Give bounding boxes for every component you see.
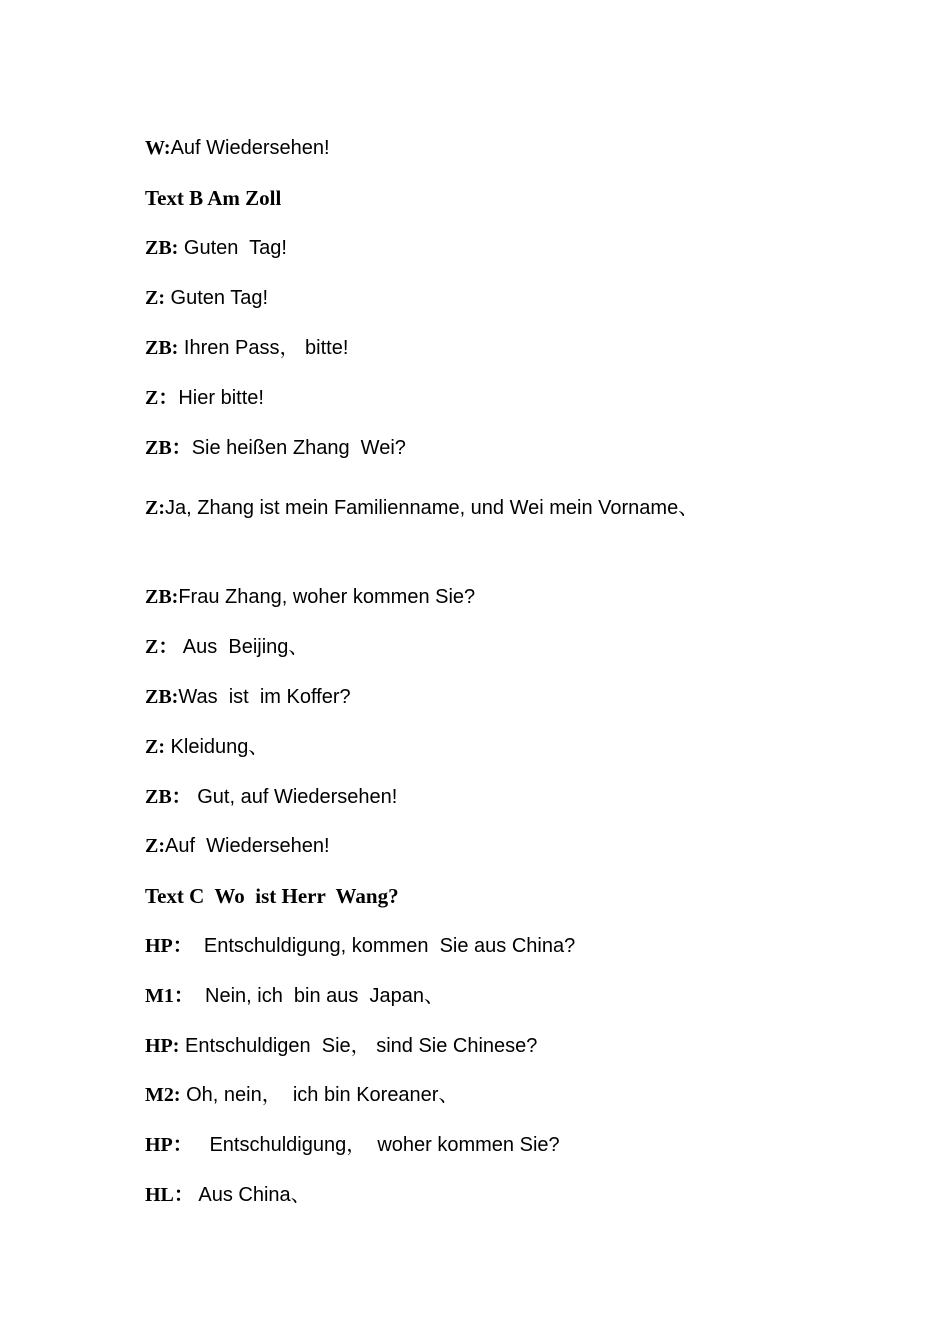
section-title-text: Text B Am Zoll <box>145 186 282 210</box>
utterance: Entschuldigen Sie， sind Sie Chinese? <box>179 1035 538 1057</box>
utterance: Ja, Zhang ist mein Familienname, und Wei mein Vorname、 <box>165 497 699 519</box>
utterance: Hier bitte! <box>178 387 264 409</box>
dialogue-line <box>145 582 475 612</box>
speaker-label: Z： <box>145 387 179 409</box>
speaker-label: W: <box>145 137 171 159</box>
dialogue-line <box>145 632 308 662</box>
dialogue-line <box>145 1080 458 1110</box>
dialogue-line <box>145 283 268 313</box>
speaker-label: M2: <box>145 1084 181 1106</box>
utterance: Entschuldigung， woher kommen Sie? <box>192 1134 560 1156</box>
utterance: Auf Wiedersehen! <box>170 137 330 159</box>
utterance: Nein, ich bin aus Japan、 <box>193 985 445 1007</box>
speaker-label: HP: <box>145 1035 180 1057</box>
dialogue-line <box>145 433 406 463</box>
dialogue-line <box>145 782 397 812</box>
dialogue-line <box>145 483 815 533</box>
dialogue-line <box>145 732 268 762</box>
utterance: Was ist im Koffer? <box>178 686 351 708</box>
utterance: Guten Tag! <box>178 237 287 259</box>
speaker-label: Z: <box>145 736 165 758</box>
dialogue-line <box>145 1031 537 1061</box>
dialogue-line <box>145 682 351 712</box>
speaker-label: Z: <box>145 497 165 519</box>
dialogue-line <box>145 233 287 263</box>
utterance: Oh, nein， ich bin Koreaner、 <box>180 1084 459 1106</box>
utterance: Guten Tag! <box>165 287 269 309</box>
speaker-label: HP： <box>145 935 193 957</box>
utterance: Kleidung、 <box>165 736 269 758</box>
utterance: Sie heißen Zhang Wei? <box>191 437 406 459</box>
dialogue-line <box>145 383 264 413</box>
dialogue-line <box>145 931 575 961</box>
speaker-label: ZB: <box>145 337 179 359</box>
utterance: Aus China、 <box>193 1184 311 1206</box>
dialogue-line <box>145 831 330 861</box>
speaker-label: HP： <box>145 1134 193 1156</box>
speaker-label: M1： <box>145 985 194 1007</box>
dialogue-line <box>145 981 444 1011</box>
utterance: Frau Zhang, woher kommen Sie? <box>178 586 476 608</box>
dialogue-line <box>145 333 348 363</box>
utterance: Ihren Pass， bitte! <box>178 337 349 359</box>
dialogue-line <box>145 1130 560 1160</box>
speaker-label: ZB： <box>145 437 192 459</box>
dialogue-line <box>145 1180 311 1210</box>
utterance: Entschuldigung, kommen Sie aus China? <box>192 935 576 957</box>
speaker-label: Z： <box>145 636 179 658</box>
section-title-text: Text C Wo ist Herr Wang? <box>145 884 399 908</box>
speaker-label: HL： <box>145 1184 194 1206</box>
speaker-label: ZB： <box>145 786 192 808</box>
speaker-label: ZB: <box>145 686 179 708</box>
section-title <box>145 881 399 911</box>
utterance: Auf Wiedersehen! <box>165 835 330 857</box>
speaker-label: ZB: <box>145 237 179 259</box>
speaker-label: Z: <box>145 287 165 309</box>
speaker-label: ZB: <box>145 586 179 608</box>
speaker-label: Z: <box>145 835 165 857</box>
dialogue-line <box>145 133 330 163</box>
utterance: Aus Beijing、 <box>178 636 309 658</box>
section-title <box>145 183 281 213</box>
utterance: Gut, auf Wiedersehen! <box>191 786 398 808</box>
